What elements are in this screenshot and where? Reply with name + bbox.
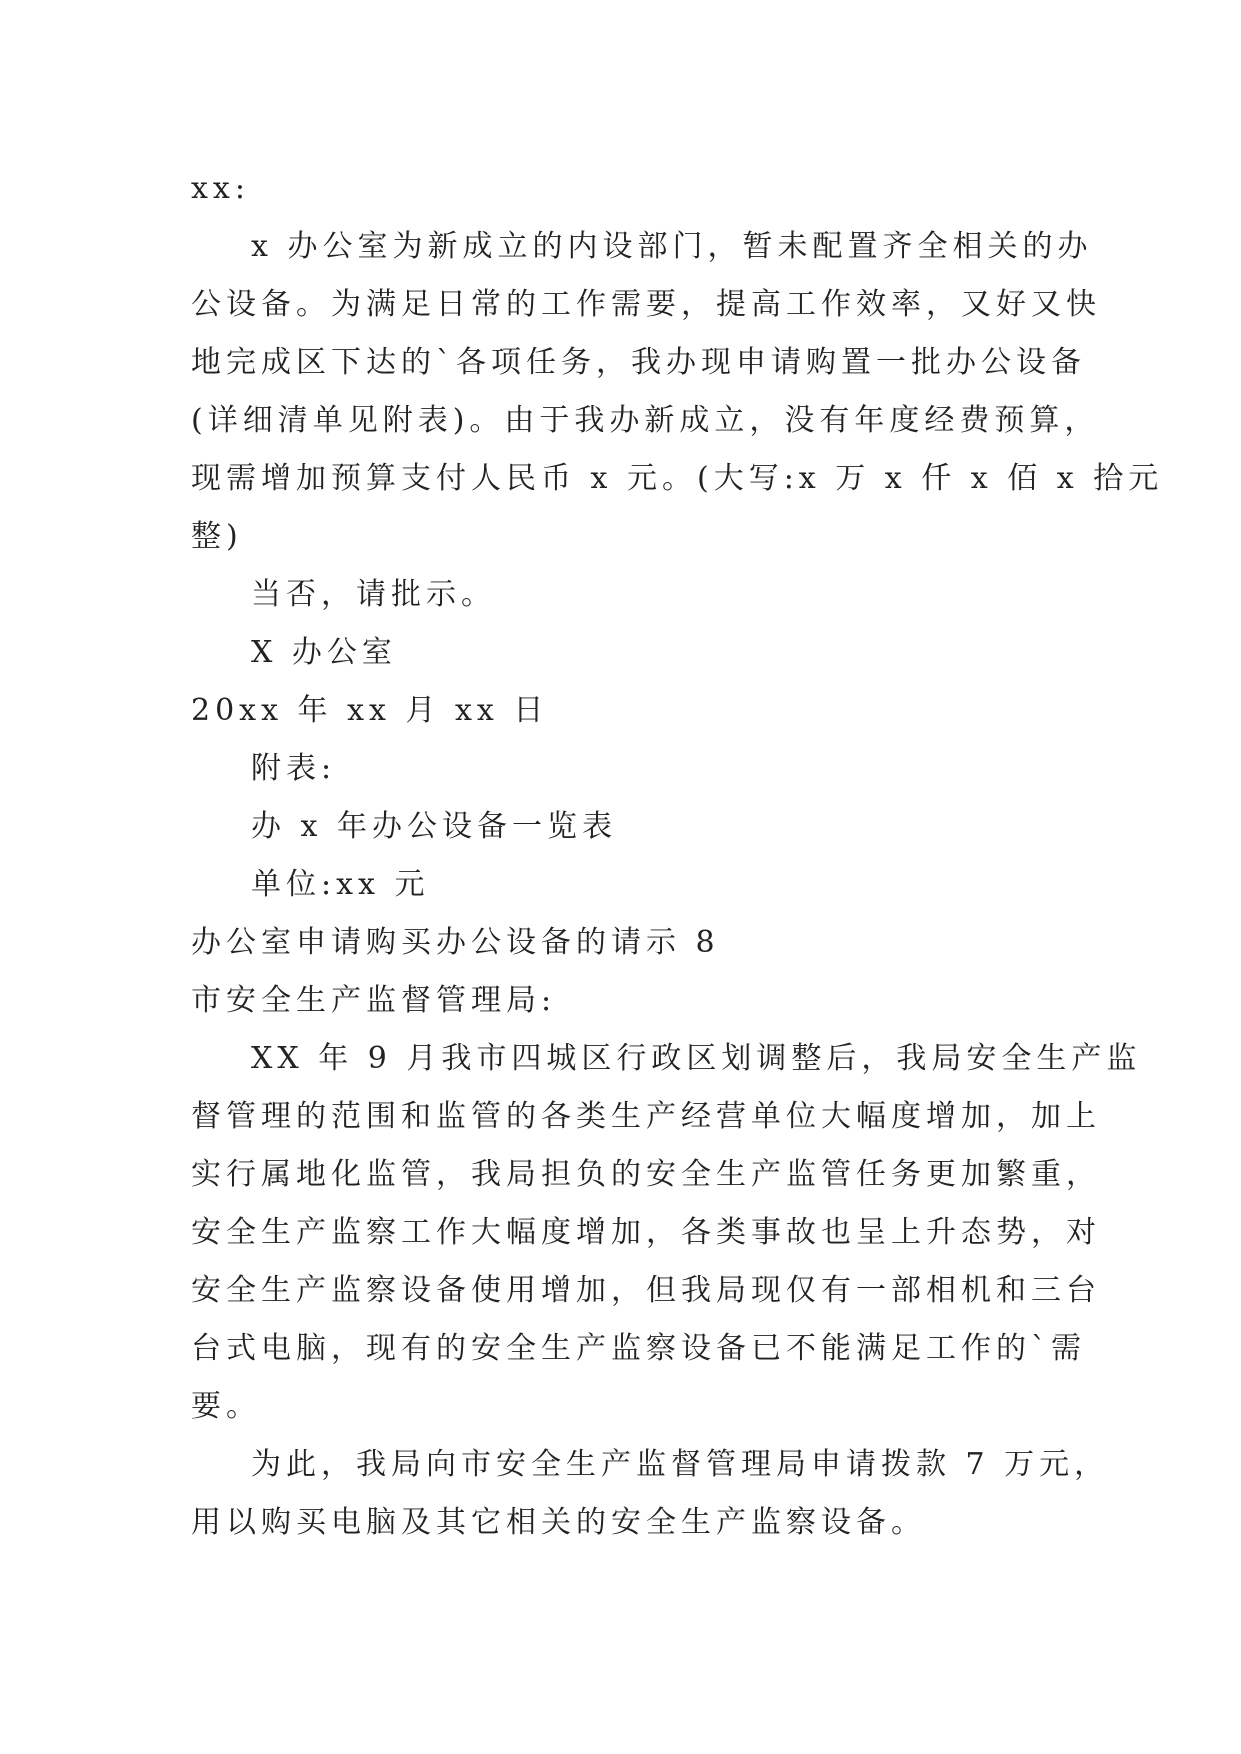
unit-line: 单位:xx 元	[251, 867, 430, 902]
paragraph-line: XX 年 9 月我市四城区行政区划调整后，我局安全生产监	[251, 1041, 1142, 1076]
paragraph-line: 现需增加预算支付人民币 x 元。(大写:x 万 x 仟 x 佰 x 拾元	[191, 461, 1164, 496]
paragraph-line: x 办公室为新成立的内设部门，暂未配置齐全相关的办	[251, 229, 1093, 264]
closing-line: 当否，请批示。	[251, 577, 496, 612]
paragraph-line: 要。	[191, 1389, 261, 1424]
paragraph-line: (详细清单见附表)。由于我办新成立，没有年度经费预算，	[191, 403, 1100, 438]
salutation: xx:	[191, 171, 250, 206]
paragraph-line: 地完成区下达的`各项任务，我办现申请购置一批办公设备	[191, 345, 1086, 380]
paragraph-line: 安全生产监察工作大幅度增加，各类事故也呈上升态势，对	[191, 1215, 1101, 1250]
paragraph-line: 台式电脑，现有的安全生产监察设备已不能满足工作的`需	[191, 1331, 1086, 1366]
document-body	[191, 160, 1164, 1552]
paragraph-line: 为此，我局向市安全生产监督管理局申请拨款 7 万元，	[251, 1447, 1110, 1482]
paragraph-line: 实行属地化监管，我局担负的安全生产监管任务更加繁重，	[191, 1157, 1101, 1192]
sender-name: X 办公室	[251, 635, 397, 670]
paragraph-line: 督管理的范围和监管的各类生产经营单位大幅度增加，加上	[191, 1099, 1101, 1134]
paragraph-line: 用以购买电脑及其它相关的安全生产监察设备。	[191, 1505, 926, 1540]
salutation-second: 市安全生产监督管理局:	[191, 983, 557, 1018]
paragraph-request	[191, 218, 1164, 566]
attachment-label: 附表:	[251, 751, 337, 786]
document-date: 20xx 年 xx 月 xx 日	[191, 693, 549, 728]
attachment-title: 办 x 年办公设备一览表	[251, 809, 617, 844]
paragraph-line: 公设备。为满足日常的工作需要，提高工作效率，又好又快	[191, 287, 1101, 322]
section-heading: 办公室申请购买办公设备的请示 8	[191, 925, 720, 960]
paragraph-line: 整)	[191, 519, 243, 554]
paragraph-funding-request	[191, 1436, 1110, 1552]
paragraph-situation	[191, 1030, 1142, 1436]
paragraph-line: 安全生产监察设备使用增加，但我局现仅有一部相机和三台	[191, 1273, 1101, 1308]
